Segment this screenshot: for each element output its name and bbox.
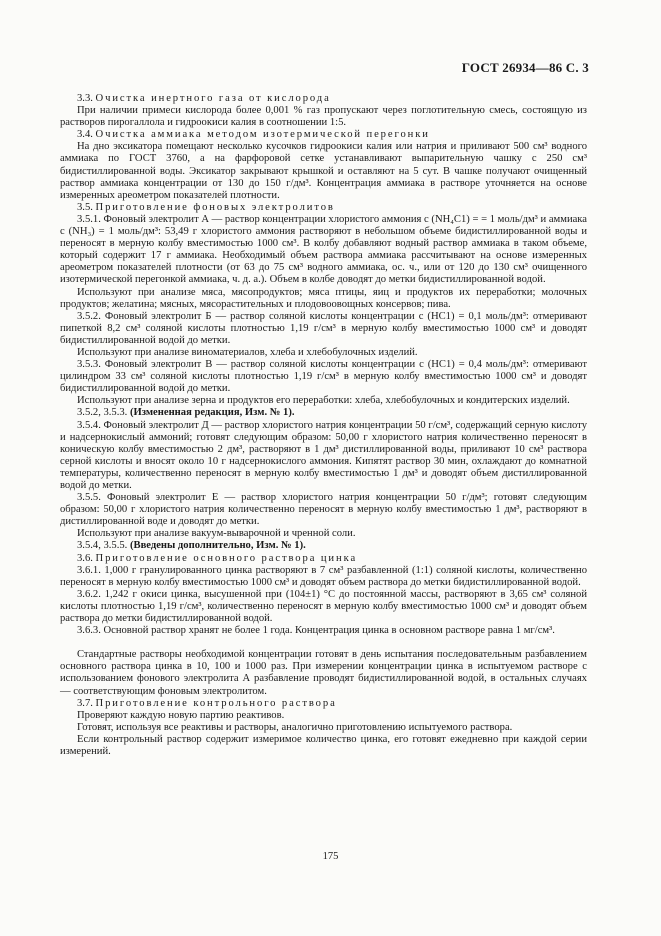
paragraph-text: Используют при анализе вакуум-выварочной и чренной соли. — [77, 528, 356, 540]
paragraph — [60, 565, 587, 589]
paragraph — [60, 93, 587, 105]
paragraph — [60, 722, 587, 734]
section-heading: Очистка инертного газа от кислорода — [95, 93, 331, 104]
section-heading: Приготовление контрольного раствора — [95, 697, 337, 709]
paragraph-text: 3.5. — [77, 201, 96, 213]
paragraph-text: 3.5.5. Фоновый электролит Е — раствор хлористого натрия концентрации 50 г/дм³; готовят следующим образом: 50,00 г хлористого натрия количественно переносят в мерную колбу вместимостью 1 дм³, растворяют в дистиллированной воде и доводят до метки. — [60, 492, 587, 528]
amendment-note: (Измененная редакция, Изм. № 1). — [129, 407, 295, 419]
paragraph-text: 3.5.4. Фоновый электролит Д — раствор хлористого натрия концентрации 50 г/см³, содержащий серную кислоту и надсернокислый аммоний; готовят следующим образом: 50,00 г хлористого натрия количественно переносят в коническую колбу вместимостью 2 дм³, растворяют в 1 дм³ дистиллированной воды, приливают 10 см³ раствора серной кислоты и вносят около 10 г надсернокислого аммония. Кипятят раствор 30 мин, охлаждают до комнатной температуры, количественно переносят в мерную колбу вместимостью 1 дм³ и доводят объем дистиллированной водой до метки. — [60, 419, 587, 491]
section-heading: Очистка аммиака методом изотермической перегонки — [95, 129, 430, 141]
paragraph — [60, 589, 587, 625]
paragraph — [60, 105, 587, 129]
paragraph-text: Используют при анализе зерна и продуктов его переработки: хлеба, хлебобулочных и кондитерских изделий. — [77, 395, 570, 407]
paragraph-text: Готовят, используя все реактивы и растворы, аналогично приготовлению испытуемого раствора. — [77, 721, 513, 733]
paragraph — [60, 311, 587, 347]
paragraph-text: На дно эксикатора помещают несколько кусочков гидроокиси калия или натрия и приливают 500 см³ водного аммиака по ГОСТ 3760, а на фарфоровой сетке устанавливают выпарительную чашку с 250 см³ бидистиллированной воды. Эксикатор закрывают крышкой и оставляют на 5 сут. В чашке получают очищенный раствор аммиака концентрации от 130 до 150 г/дм³. Концентрация аммиака в растворе уточняется на основе измеренных ареометром показателей плотности. — [60, 141, 587, 201]
paragraph — [60, 420, 587, 493]
paragraph-text: 3.5.2. Фоновый электролит Б — раствор соляной кислоты концентрации c (HC1) = 0,1 моль/дм³: отмеривают пипеткой 8,2 см³ соляной кислоты плотностью 1,19 г/см³ в мерную колбу вместимостью 1000 см³ и доводят бидистиллированной водой до метки. — [60, 310, 587, 346]
paragraph — [60, 141, 587, 201]
paragraph-text: При наличии примеси кислорода более 0,001 % газ пропускают через поглотительную смесь, состоящую из растворов пирогаллола и гидроокиси калия в соотношении 1:5. — [60, 105, 587, 129]
paragraph-text: 3.6.1. 1,000 г гранулированного цинка растворяют в 7 см³ разбавленной (1:1) соляной кислоты, количественно переносят в мерную колбу вместимостью 1000 см³ и доводят объем раствора до метки бидистиллированной водой. — [60, 564, 587, 588]
paragraph-text: Стандартные растворы необходимой концентрации готовят в день испытания последовательным разбавлением основного раствора цинка в 10, 100 и 1000 раз. При измерении концентрации цинка в испытуемом растворе с использованием фонового электролита А разбавление проводят бидистиллированной водой, в остальных случаях — соответствующим фоновым электролитом. — [60, 649, 587, 697]
amendment-note: (Введены дополнительно, Изм. № 1). — [129, 540, 306, 552]
paragraph-text: Используют при анализе мяса, мясопродуктов; мяса птицы, яиц и продуктов их переработки; молочных продуктов; желатина; мясных, мясорастительных и плодовоовощных консервов; пива. — [60, 286, 587, 310]
paragraph — [60, 540, 587, 552]
paragraph-text: 3.5.4, 3.5.5. — [77, 540, 130, 552]
paragraph — [60, 214, 587, 287]
paragraph — [60, 347, 587, 359]
paragraph — [60, 359, 587, 395]
paragraph-text: 3.7. — [77, 697, 96, 709]
document-header: ГОСТ 26934—86 С. 3 — [461, 60, 589, 75]
body-text — [60, 93, 587, 758]
paragraph — [60, 287, 587, 311]
paragraph-text: 3.4. — [77, 129, 96, 141]
paragraph — [60, 202, 587, 214]
paragraph — [60, 407, 587, 419]
paragraph-text: 3.5.3. Фоновый электролит В — раствор соляной кислоты концентрации c (HC1) = 0,4 моль/дм³: отмеривают цилиндром 33 см³ соляной кислоты плотностью 1,19 г/см³ в мерную колбу вместимостью 1000 см³ и доводят бидистиллированной водой до метки. — [60, 359, 587, 395]
paragraph-text: 3.3. — [77, 93, 96, 104]
paragraph — [60, 649, 587, 697]
paragraph — [60, 492, 587, 528]
paragraph — [60, 129, 587, 141]
section-heading: Приготовление фоновых электролитов — [95, 201, 335, 213]
paragraph-text: 3.6. — [77, 552, 96, 564]
paragraph-text: Если контрольный раствор содержит измеримое количество цинка, его готовят ежедневно при каждой серии измерений. — [60, 733, 587, 757]
paragraph-text: 3.6.3. Основной раствор хранят не более 1 года. Концентрация цинка в основном растворе равна 1 мг/см³. — [77, 625, 555, 637]
paragraph — [60, 698, 587, 710]
paragraph-text: 3.5.1. Фоновый электролит А — раствор концентрации хлористого аммония c (NH₄C1) = = 1 моль/дм³ и аммиака c (NH₃) = 1 моль/дм³: 53,49 г хлористого аммония растворяют в небольшом объеме бидистиллированной воды и переносят в мерную колбу вместимостью 1000 см³. В колбу добавляют водный раствор аммиака в таком объеме, который содержит 17 г аммиака. Необходимый объем раствора аммиака рассчитывают на основе измеренных ареометром показателей плотности (от 63 до 75 см³ водного аммиака, ос. ч., или от 120 до 130 см³ очищенного изотермической перегонкой аммиака, ч. д. а.). Объем в колбе доводят до метки бидистиллированной водой. — [60, 213, 587, 286]
paragraph-text: 3.6.2. 1,242 г окиси цинка, высушенной при (104±1) °C до постоянной массы, растворяют в 3,65 см³ соляной кислоты плотностью 1,19 г/см³, количественно переносят в мерную колбу вместимостью 1000 см³ и доводят объем раствора до метки бидистиллированной водой. — [60, 588, 587, 625]
page-number: 175 — [322, 851, 339, 862]
paragraph — [60, 734, 587, 758]
paragraph-text: Проверяют каждую новую партию реактивов. — [77, 709, 285, 721]
paragraph-text: 3.5.2, 3.5.3. — [77, 407, 130, 419]
section-heading: Приготовление основного раствора цинка — [95, 552, 358, 564]
paragraph-text: Используют при анализе виноматериалов, хлеба и хлебобулочных изделий. — [77, 346, 418, 358]
paragraph — [60, 710, 587, 722]
paragraph — [60, 395, 587, 407]
paragraph — [60, 625, 587, 637]
paragraph — [60, 528, 587, 540]
paragraph — [60, 553, 587, 565]
